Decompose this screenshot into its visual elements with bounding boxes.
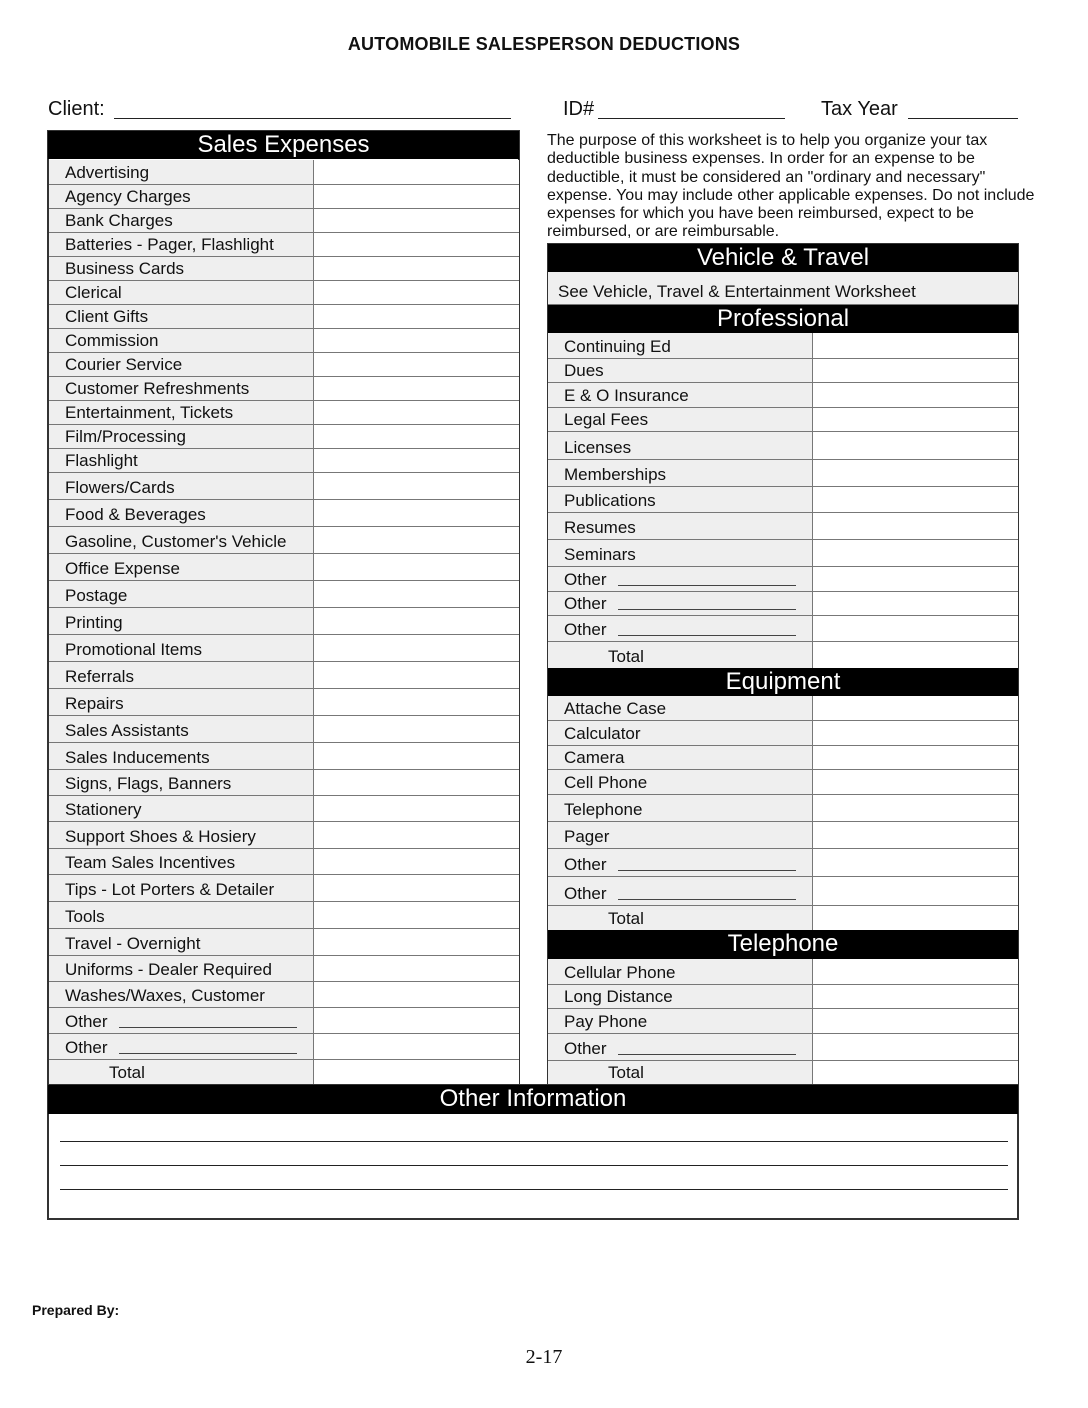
- expense-label: Film/Processing: [65, 427, 186, 446]
- expense-label-cell: [49, 662, 314, 688]
- expense-label: Other: [564, 884, 607, 903]
- expense-label-cell: [49, 425, 314, 448]
- amount-field[interactable]: [314, 425, 519, 448]
- expense-label-cell: [49, 554, 314, 580]
- amount-field[interactable]: [314, 1008, 519, 1033]
- amount-field[interactable]: [813, 460, 1018, 486]
- expense-label: Stationery: [65, 800, 142, 819]
- expense-label: Other: [65, 1012, 108, 1031]
- other-description-field[interactable]: [618, 1054, 796, 1055]
- expense-label-cell: [49, 982, 314, 1007]
- expense-row: [49, 796, 519, 822]
- expense-label: Repairs: [65, 694, 124, 713]
- amount-field[interactable]: [813, 985, 1018, 1008]
- expense-label: Legal Fees: [564, 410, 649, 429]
- expense-row: [49, 305, 519, 329]
- expense-row: [49, 425, 519, 449]
- total-amount-field[interactable]: [314, 1060, 519, 1084]
- amount-field[interactable]: [813, 822, 1018, 848]
- expense-label-cell: [49, 377, 314, 400]
- expense-row: [548, 513, 1018, 540]
- expense-row: [548, 487, 1018, 513]
- expense-label-cell: [49, 329, 314, 352]
- expense-row: [49, 743, 519, 770]
- expense-row: [49, 527, 519, 554]
- expense-label: Team Sales Incentives: [65, 853, 236, 872]
- other-description-field[interactable]: [618, 870, 796, 871]
- other-description-field[interactable]: [119, 1027, 297, 1028]
- expense-row: [49, 849, 519, 875]
- expense-label-cell: [49, 1034, 314, 1059]
- expense-row: [548, 383, 1018, 408]
- expense-label-cell: [49, 449, 314, 472]
- expense-label-cell: [49, 770, 314, 795]
- expense-row: [49, 160, 519, 185]
- expense-label-cell: [548, 513, 813, 539]
- expense-label-cell: [548, 383, 813, 407]
- expense-label: Business Cards: [65, 259, 185, 278]
- expense-row: [548, 567, 1018, 592]
- other-description-field[interactable]: [119, 1053, 297, 1054]
- expense-row: [548, 877, 1018, 906]
- expense-label-cell: [49, 581, 314, 607]
- expense-label: Commission: [65, 331, 159, 350]
- amount-field[interactable]: [314, 185, 519, 208]
- amount-field[interactable]: [813, 567, 1018, 591]
- amount-field[interactable]: [314, 796, 519, 821]
- expense-label-cell: [49, 473, 314, 499]
- amount-field[interactable]: [314, 500, 519, 526]
- expense-label-cell: [548, 985, 813, 1008]
- amount-field[interactable]: [314, 849, 519, 874]
- expense-label: Publications: [564, 491, 656, 510]
- total-label: Total: [608, 909, 644, 928]
- expense-row: [49, 662, 519, 689]
- total-label-cell: [49, 1060, 314, 1084]
- expense-label: Cell Phone: [564, 773, 648, 792]
- expense-row: [49, 449, 519, 473]
- expense-label: Clerical: [65, 283, 122, 302]
- expense-row: [49, 581, 519, 608]
- expense-label-cell: [548, 540, 813, 566]
- other-information-line-2[interactable]: [60, 1165, 1008, 1166]
- expense-label: Printing: [65, 613, 123, 632]
- expense-label-cell: [49, 743, 314, 769]
- expense-label-cell: [49, 209, 314, 232]
- expense-label-cell: [548, 696, 813, 720]
- amount-field[interactable]: [314, 554, 519, 580]
- amount-field[interactable]: [314, 401, 519, 424]
- amount-field[interactable]: [813, 1034, 1018, 1060]
- expense-row: [548, 540, 1018, 567]
- expense-row: [49, 329, 519, 353]
- amount-field[interactable]: [813, 616, 1018, 641]
- expense-label: Batteries - Pager, Flashlight: [65, 235, 274, 254]
- prepared-by-label: Prepared By:: [32, 1302, 120, 1318]
- expense-row: [548, 822, 1018, 849]
- id-label: ID#: [563, 98, 595, 120]
- expense-row: [548, 849, 1018, 877]
- amount-field[interactable]: [314, 982, 519, 1007]
- amount-field[interactable]: [314, 449, 519, 472]
- expense-label-cell: [548, 877, 813, 905]
- expense-label: Travel - Overnight: [65, 934, 201, 953]
- expense-label-cell: [49, 875, 314, 901]
- expense-row: [49, 1034, 519, 1060]
- amount-field[interactable]: [314, 160, 519, 184]
- vehicle-travel-heading: Vehicle & Travel: [548, 244, 1018, 272]
- amount-field[interactable]: [813, 746, 1018, 769]
- other-description-field[interactable]: [618, 585, 796, 586]
- amount-field[interactable]: [314, 329, 519, 352]
- expense-row: [49, 257, 519, 281]
- amount-field[interactable]: [813, 721, 1018, 745]
- expense-label: Attache Case: [564, 699, 667, 718]
- expense-row: [49, 401, 519, 425]
- expense-label-cell: [49, 822, 314, 848]
- amount-field[interactable]: [813, 696, 1018, 720]
- expense-label: Calculator: [564, 724, 641, 743]
- amount-field[interactable]: [314, 716, 519, 742]
- amount-field[interactable]: [314, 377, 519, 400]
- total-label-cell: [548, 642, 813, 668]
- expense-label-cell: [548, 359, 813, 382]
- expense-row: [548, 1034, 1018, 1061]
- expense-label: Referrals: [65, 667, 134, 686]
- expense-row: [548, 432, 1018, 460]
- expense-label-cell: [548, 460, 813, 486]
- expense-label: Tips - Lot Porters & Detailer: [65, 880, 275, 899]
- amount-field[interactable]: [813, 540, 1018, 566]
- expense-label-cell: [49, 233, 314, 256]
- telephone-heading: Telephone: [548, 930, 1018, 959]
- total-row: [548, 1061, 1018, 1084]
- expense-label: Signs, Flags, Banners: [65, 774, 232, 793]
- expense-label-cell: [49, 689, 314, 715]
- amount-field[interactable]: [314, 956, 519, 981]
- expense-label-cell: [49, 160, 314, 184]
- expense-label: Uniforms - Dealer Required: [65, 960, 272, 979]
- expense-row: [49, 716, 519, 743]
- amount-field[interactable]: [314, 875, 519, 901]
- expense-row: [49, 1008, 519, 1034]
- amount-field[interactable]: [813, 333, 1018, 358]
- purpose-text: The purpose of this worksheet is to help you organize your tax deductible business expenses. In order for an expense to be deductible, it must be considered an "ordinary and necessary" expense. You may include other applicable expenses. Do not include expenses for which you have been reimbursed, expect to be reimbursed, or are reimbursable.: [547, 132, 1035, 241]
- amount-field[interactable]: [314, 353, 519, 376]
- expense-label: Bank Charges: [65, 211, 173, 230]
- expense-label-cell: [548, 1034, 813, 1060]
- total-label-cell: [548, 906, 813, 930]
- expense-row: [548, 460, 1018, 487]
- expense-label: Agency Charges: [65, 187, 191, 206]
- expense-row: [49, 770, 519, 796]
- total-label: Total: [109, 1063, 145, 1082]
- expense-row: [49, 929, 519, 956]
- expense-row: [49, 689, 519, 716]
- expense-label: Entertainment, Tickets: [65, 403, 234, 422]
- expense-label-cell: [548, 721, 813, 745]
- expense-label: Client Gifts: [65, 307, 149, 326]
- expense-row: [49, 902, 519, 929]
- expense-row: [49, 554, 519, 581]
- expense-label-cell: [548, 959, 813, 984]
- client-field[interactable]: [114, 118, 511, 119]
- expense-label: Washes/Waxes, Customer: [65, 986, 265, 1005]
- amount-field[interactable]: [813, 877, 1018, 905]
- expense-label: Customer Refreshments: [65, 379, 250, 398]
- expense-label-cell: [49, 281, 314, 304]
- expense-row: [49, 608, 519, 635]
- expense-label: Seminars: [564, 545, 636, 564]
- expense-label-cell: [548, 1009, 813, 1033]
- expense-label-cell: [548, 408, 813, 431]
- amount-field[interactable]: [813, 770, 1018, 794]
- expense-label-cell: [49, 956, 314, 981]
- expense-row: [548, 985, 1018, 1009]
- expense-label-cell: [548, 567, 813, 591]
- amount-field[interactable]: [813, 1009, 1018, 1033]
- amount-field[interactable]: [314, 689, 519, 715]
- expense-row: [49, 185, 519, 209]
- amount-field[interactable]: [813, 513, 1018, 539]
- expense-label: Promotional Items: [65, 640, 202, 659]
- total-row: [548, 642, 1018, 668]
- expense-row: [548, 333, 1018, 359]
- expense-label-cell: [49, 1008, 314, 1033]
- expense-label: Other: [564, 1039, 607, 1058]
- amount-field[interactable]: [813, 959, 1018, 984]
- expense-label-cell: [49, 527, 314, 553]
- expense-label-cell: [548, 822, 813, 848]
- amount-field[interactable]: [314, 305, 519, 328]
- expense-label: Sales Inducements: [65, 748, 210, 767]
- expense-label-cell: [49, 353, 314, 376]
- expense-label-cell: [49, 902, 314, 928]
- expense-label: Memberships: [564, 465, 667, 484]
- expense-row: [548, 592, 1018, 616]
- other-description-field[interactable]: [618, 609, 796, 610]
- expense-label: Dues: [564, 361, 604, 380]
- amount-field[interactable]: [813, 592, 1018, 615]
- expense-row: [548, 959, 1018, 985]
- other-description-field[interactable]: [618, 635, 796, 636]
- expense-label: Other: [564, 570, 607, 589]
- total-label: Total: [608, 1063, 644, 1082]
- other-description-field[interactable]: [618, 899, 796, 900]
- expense-row: [548, 795, 1018, 822]
- expense-label: Gasoline, Customer's Vehicle: [65, 532, 287, 551]
- expense-label-cell: [49, 185, 314, 208]
- expense-label-cell: [49, 500, 314, 526]
- expense-label-cell: [49, 849, 314, 874]
- expense-label-cell: [548, 849, 813, 876]
- expense-label-cell: [548, 616, 813, 641]
- expense-label-cell: [548, 795, 813, 821]
- expense-label: E & O Insurance: [564, 386, 689, 405]
- amount-field[interactable]: [314, 527, 519, 553]
- expense-label: Pay Phone: [564, 1012, 648, 1031]
- expense-row: [49, 822, 519, 849]
- total-label: Total: [608, 647, 644, 666]
- expense-label: Support Shoes & Hosiery: [65, 827, 256, 846]
- expense-row: [49, 377, 519, 401]
- other-information-line-1[interactable]: [60, 1141, 1008, 1142]
- tax-year-label: Tax Year: [821, 98, 898, 120]
- expense-label: Flowers/Cards: [65, 478, 175, 497]
- total-amount-field[interactable]: [813, 1061, 1018, 1084]
- expense-row: [49, 353, 519, 377]
- expense-label: Continuing Ed: [564, 337, 671, 356]
- amount-field[interactable]: [314, 929, 519, 955]
- amount-field[interactable]: [314, 743, 519, 769]
- amount-field[interactable]: [314, 473, 519, 499]
- amount-field[interactable]: [813, 359, 1018, 382]
- expense-label: Other: [65, 1038, 108, 1057]
- client-label: Client:: [48, 98, 105, 120]
- expense-row: [548, 746, 1018, 770]
- expense-label: Other: [564, 594, 607, 613]
- amount-field[interactable]: [314, 822, 519, 848]
- tax-year-field[interactable]: [908, 118, 1018, 119]
- expense-label-cell: [548, 333, 813, 358]
- expense-row: [49, 209, 519, 233]
- amount-field[interactable]: [314, 1034, 519, 1059]
- expense-label: Sales Assistants: [65, 721, 189, 740]
- amount-field[interactable]: [314, 770, 519, 795]
- expense-label: Other: [564, 855, 607, 874]
- expense-label-cell: [49, 635, 314, 661]
- expense-label: Licenses: [564, 438, 632, 457]
- expense-label: Pager: [564, 827, 610, 846]
- expense-row: [49, 635, 519, 662]
- expense-row: [49, 233, 519, 257]
- expense-row: [548, 408, 1018, 432]
- expense-row: [548, 1009, 1018, 1034]
- expense-label: Postage: [65, 586, 128, 605]
- professional-heading: Professional: [548, 305, 1018, 333]
- sales-expenses-heading: Sales Expenses: [48, 131, 519, 159]
- total-amount-field[interactable]: [813, 906, 1018, 930]
- amount-field[interactable]: [314, 281, 519, 304]
- expense-row: [49, 875, 519, 902]
- expense-row: [548, 359, 1018, 383]
- other-information-line-3[interactable]: [60, 1189, 1008, 1190]
- expense-label: Flashlight: [65, 451, 138, 470]
- amount-field[interactable]: [314, 209, 519, 232]
- amount-field[interactable]: [314, 662, 519, 688]
- expense-label-cell: [548, 592, 813, 615]
- expense-label-cell: [49, 716, 314, 742]
- expense-label: Camera: [564, 748, 625, 767]
- expense-row: [49, 473, 519, 500]
- equipment-heading: Equipment: [548, 668, 1018, 696]
- page-title: AUTOMOBILE SALESPERSON DEDUCTIONS: [347, 34, 741, 54]
- amount-field[interactable]: [314, 635, 519, 661]
- page-number: 2-17: [525, 1346, 563, 1368]
- total-amount-field[interactable]: [813, 642, 1018, 668]
- expense-label-cell: [49, 796, 314, 821]
- expense-label-cell: [548, 432, 813, 459]
- expense-label: Long Distance: [564, 987, 673, 1006]
- expense-row: [49, 500, 519, 527]
- expense-label-cell: [49, 401, 314, 424]
- amount-field[interactable]: [813, 795, 1018, 821]
- expense-label: Tools: [65, 907, 105, 926]
- expense-label-cell: [548, 487, 813, 512]
- amount-field[interactable]: [813, 408, 1018, 431]
- amount-field[interactable]: [314, 608, 519, 634]
- expense-row: [548, 696, 1018, 721]
- expense-label: Advertising: [65, 163, 150, 182]
- expense-row: [548, 721, 1018, 746]
- amount-field[interactable]: [314, 581, 519, 607]
- amount-field[interactable]: [314, 902, 519, 928]
- expense-row: [49, 982, 519, 1008]
- expense-label: Courier Service: [65, 355, 183, 374]
- amount-field[interactable]: [314, 233, 519, 256]
- expense-label: Food & Beverages: [65, 505, 206, 524]
- amount-field[interactable]: [813, 432, 1018, 459]
- id-field[interactable]: [598, 118, 785, 119]
- vehicle-travel-note: See Vehicle, Travel & Entertainment Worksheet: [548, 272, 1018, 305]
- total-label-cell: [548, 1061, 813, 1084]
- expense-label-cell: [49, 929, 314, 955]
- expense-label: Office Expense: [65, 559, 180, 578]
- expense-label: Other: [564, 620, 607, 639]
- amount-field[interactable]: [813, 383, 1018, 407]
- expense-label: Telephone: [564, 800, 643, 819]
- amount-field[interactable]: [813, 487, 1018, 512]
- amount-field[interactable]: [813, 849, 1018, 876]
- expense-row: [49, 281, 519, 305]
- expense-row: [49, 956, 519, 982]
- total-row: [548, 906, 1018, 930]
- expense-label-cell: [49, 305, 314, 328]
- total-row: [49, 1060, 519, 1084]
- expense-label: Resumes: [564, 518, 636, 537]
- amount-field[interactable]: [314, 257, 519, 280]
- expense-label: Cellular Phone: [564, 963, 676, 982]
- expense-label-cell: [548, 746, 813, 769]
- expense-label-cell: [49, 608, 314, 634]
- expense-row: [548, 616, 1018, 642]
- expense-row: [548, 770, 1018, 795]
- other-information-heading: Other Information: [48, 1085, 1018, 1114]
- expense-label-cell: [49, 257, 314, 280]
- expense-label-cell: [548, 770, 813, 794]
